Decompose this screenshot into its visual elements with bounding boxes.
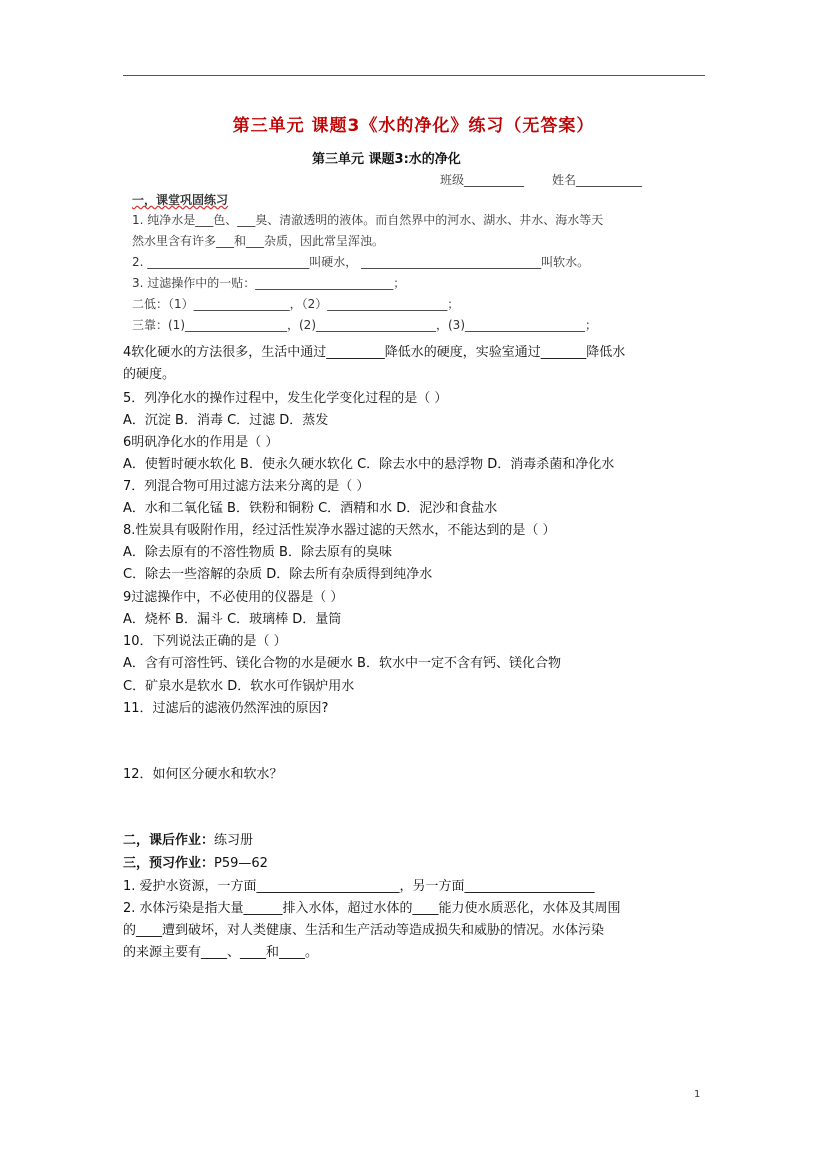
- preview-item: 的来源主要有____、____和____。: [123, 945, 319, 960]
- question-3-two-low: 二低：（1）________________，（2）____________________；: [132, 297, 460, 311]
- option-line: A．水和二氧化锰 B．铁粉和铜粉 C．酒精和水 D．泥沙和食盐水: [123, 501, 498, 516]
- section-heading-1: [132, 191, 228, 208]
- option-line: A．除去原有的不溶性物质 B．除去原有的臭味: [123, 545, 392, 560]
- question-line: 的硬度。: [123, 367, 176, 382]
- question-line: 7．列混合物可用过滤方法来分离的是（ ）: [123, 479, 370, 494]
- inset-title: 第三单元 课题3:水的净化: [312, 152, 461, 167]
- question-line: 4软化硬水的方法很多，生活中通过_________降低水的硬度，实验室通过_______降低水: [123, 345, 626, 360]
- page-number: 1: [694, 1089, 701, 1100]
- preview-line: [123, 852, 268, 871]
- question-line: 11．过滤后的滤液仍然浑浊的原因?: [123, 701, 329, 716]
- option-line: C．除去一些溶解的杂质 D．除去所有杂质得到纯净水: [123, 567, 433, 582]
- question-1-line-1: 1. 纯净水是___色、___臭、清澈透明的液体。而自然界中的河水、湖水、井水、海水等天: [132, 213, 604, 227]
- question-3-three-lean: 三靠：(1)_________________，(2)____________________，(3)____________________；: [132, 318, 597, 332]
- homework-text: 练习册: [214, 833, 254, 848]
- header-rule: [123, 75, 705, 76]
- option-line: A．含有可溶性钙、镁化合物的水是硬水 B．软水中一定不含有钙、镁化合物: [123, 656, 561, 671]
- class-field: 班级__________: [440, 173, 525, 187]
- question-1-line-2: 然水里含有许多___和___杂质，因此常呈浑浊。: [132, 234, 385, 248]
- page-title: 第三单元 课题3《水的净化》练习（无答案）: [232, 116, 595, 136]
- question-line: 12．如何区分硬水和软水？: [123, 767, 283, 782]
- preview-item: 2. 水体污染是指大量______排入水体，超过水体的____能力使水质恶化，水体及其周围: [123, 901, 621, 916]
- option-line: C．矿泉水是软水 D．软水可作锅炉用水: [123, 679, 355, 694]
- homework-line: [123, 829, 253, 848]
- option-line: A．沉淀 B．消毒 C．过滤 D．蒸发: [123, 413, 329, 428]
- question-line: 6明矾净化水的作用是（ ）: [123, 435, 279, 450]
- question-3: 3. 过滤操作中的一贴：_______________________；: [132, 276, 406, 290]
- section-heading-1-text: 一，课堂巩固练习: [132, 193, 229, 207]
- preview-text: P59—62: [214, 856, 268, 871]
- preview-item: 的____遭到破坏，对人类健康、生活和生产活动等造成损失和威胁的情况。水体污染: [123, 923, 605, 938]
- homework-label: 二，课后作业：: [123, 833, 215, 848]
- name-field: 姓名___________: [552, 173, 643, 187]
- option-line: A．烧杯 B．漏斗 C．玻璃棒 D．量筒: [123, 612, 342, 627]
- option-line: A．使暂时硬水软化 B．使永久硬水软化 C．除去水中的悬浮物 D．消毒杀菌和净化水: [123, 457, 615, 472]
- question-line: 9过滤操作中，不必使用的仪器是（ ）: [123, 590, 344, 605]
- question-2: 2. ___________________________叫硬水， ______________________________叫软水。: [132, 255, 590, 269]
- question-line: 10．下列说法正确的是（ ）: [123, 634, 287, 649]
- question-line: 5．列净化水的操作过程中，发生化学变化过程的是（ ）: [123, 391, 448, 406]
- question-line: 8.性炭具有吸附作用，经过活性炭净水器过滤的天然水，不能达到的是（ ）: [123, 523, 556, 538]
- preview-label: 三，预习作业：: [123, 856, 215, 871]
- preview-item: 1. 爱护水资源，一方面______________________，另一方面____________________: [123, 879, 595, 894]
